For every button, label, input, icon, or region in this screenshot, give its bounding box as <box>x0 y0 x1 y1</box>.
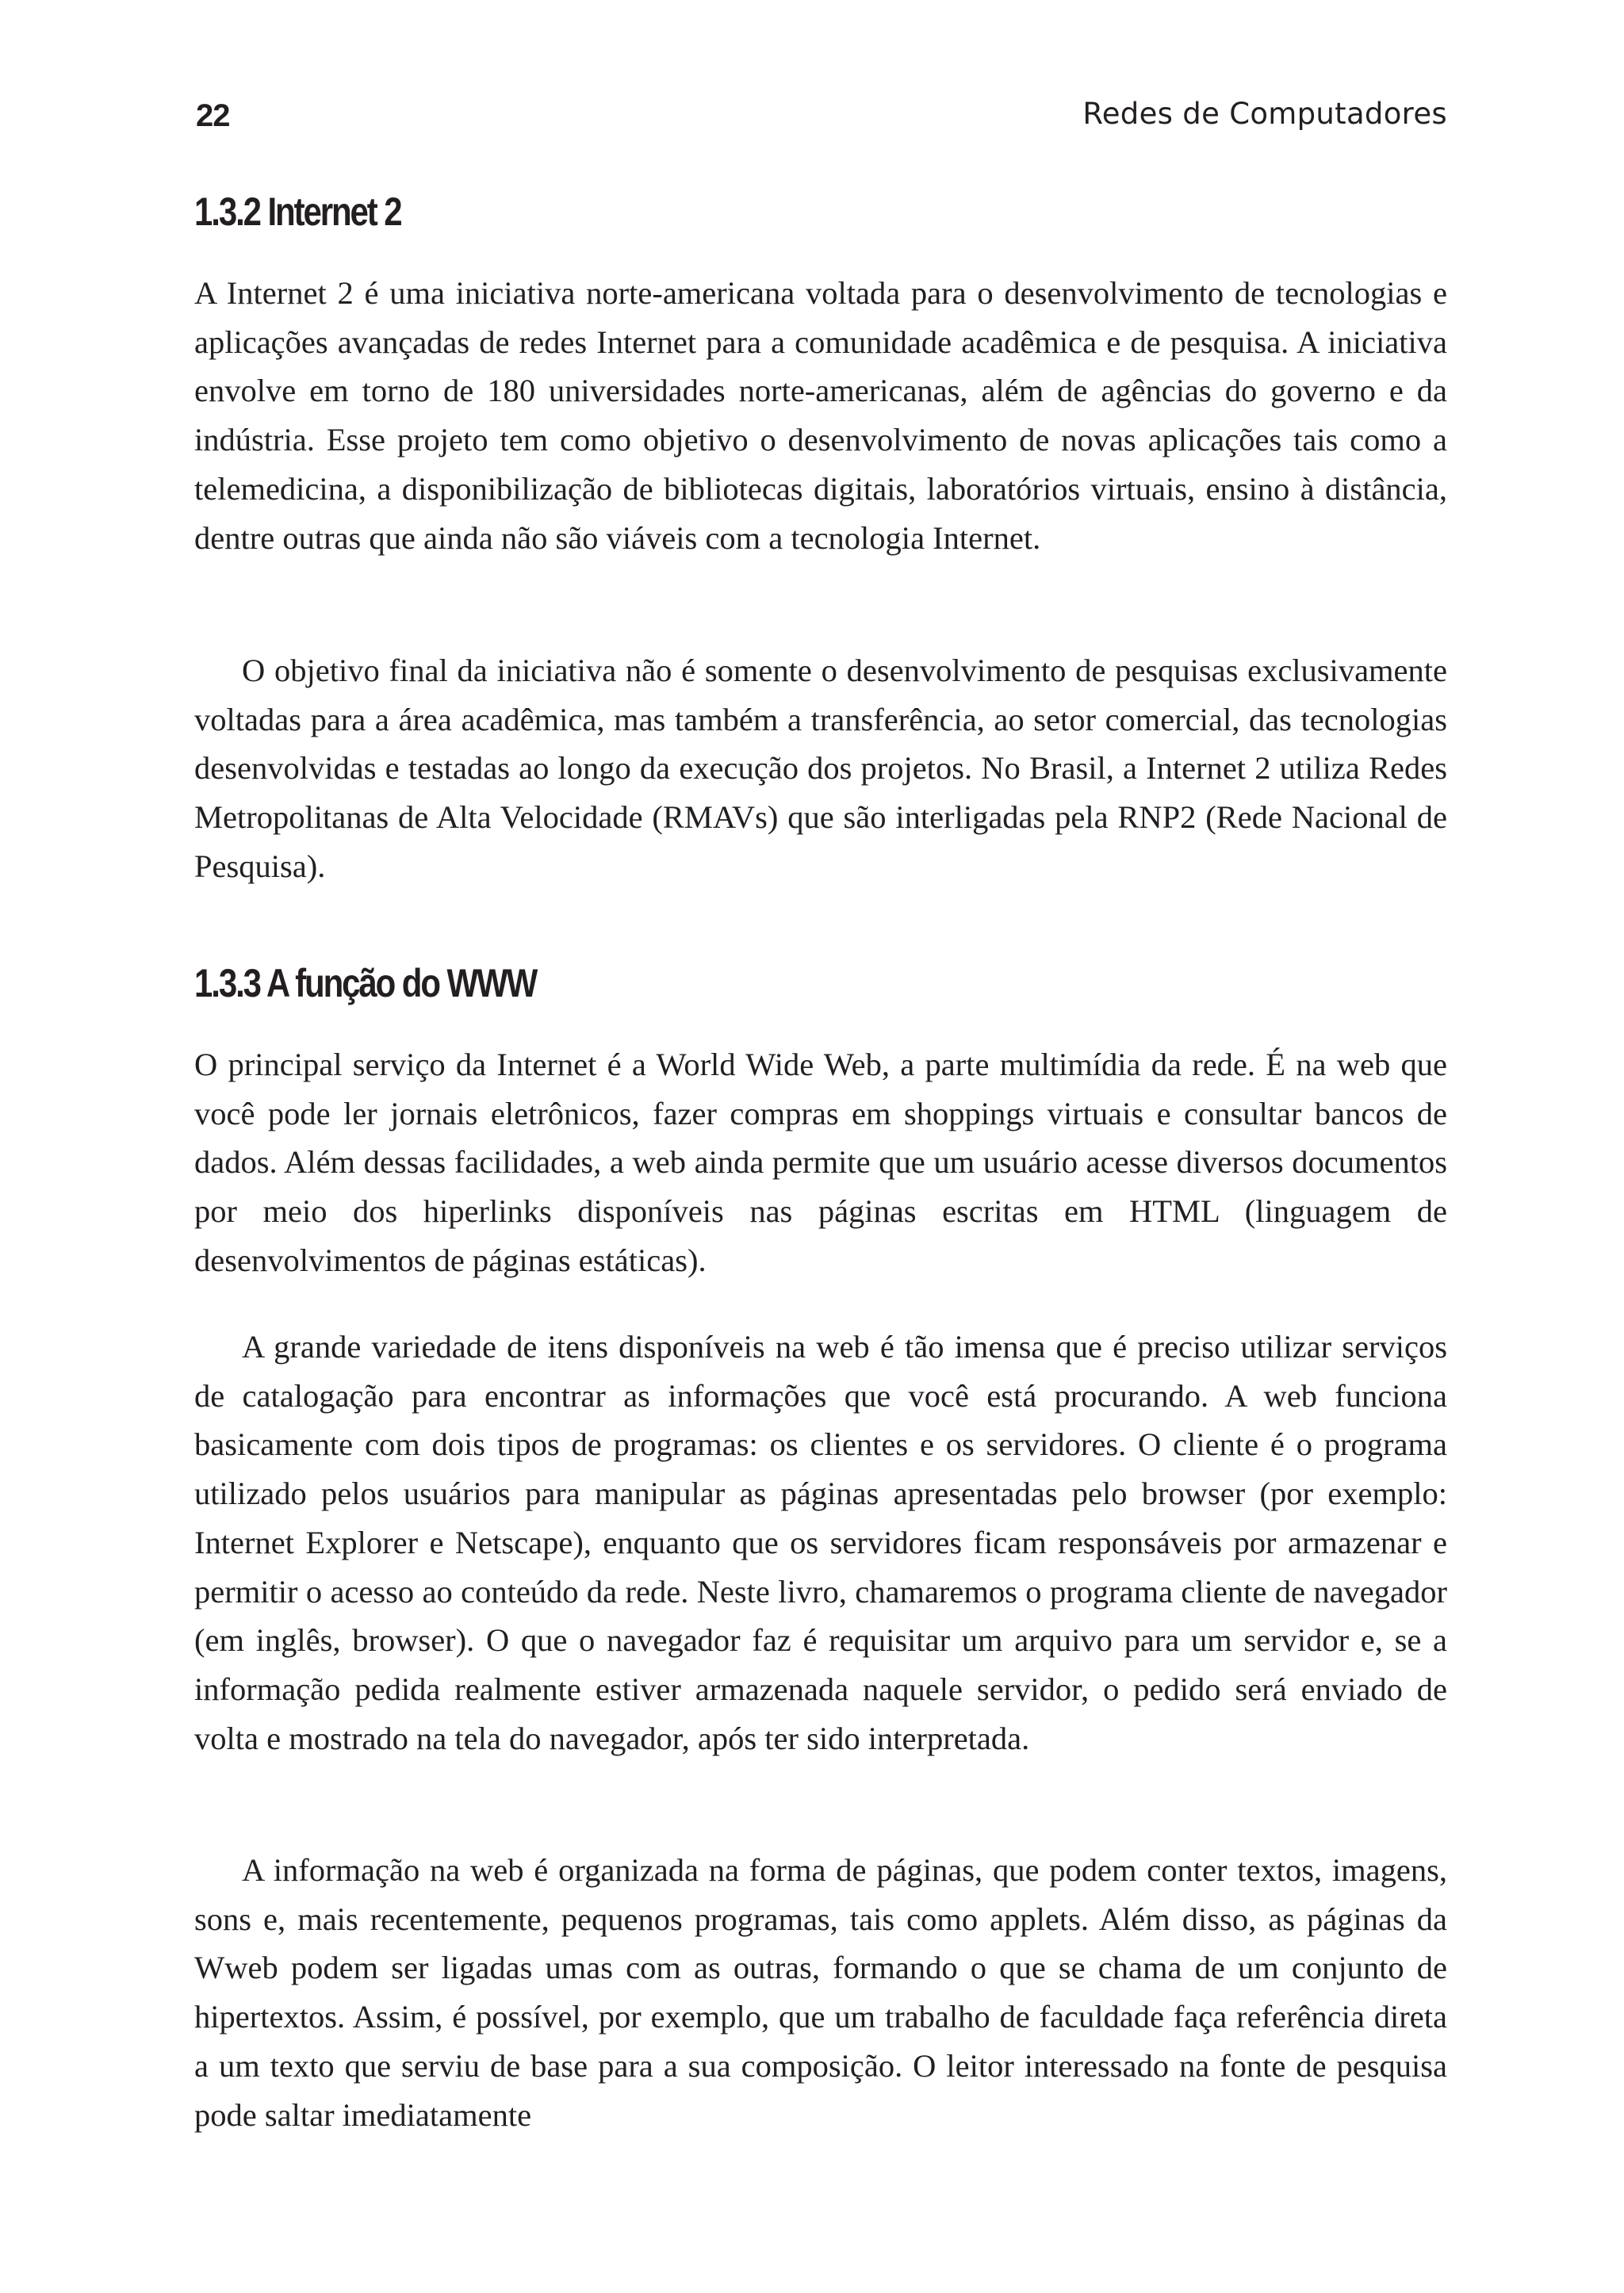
paragraph-www-clients-servers <box>194 1323 1447 1763</box>
paragraph-internet-2-objective <box>194 646 1447 891</box>
paragraph-text: A grande variedade de itens disponíveis na web é tão imensa que é preciso utilizar serviços de catalogação para encontrar as informações que você está procurando. A web funciona basicamente com dois tipos de programas: os clientes e os servidores. O cliente é o programa utilizado pelos usuários para manipular as páginas apresentadas pelo browser (por exemplo: Internet Explorer e Netscape), enquanto que os servidores ficam responsáveis por armazenar e permitir o acesso ao conteúdo da rede. Neste livro, chamaremos o programa cliente de navegador (em inglês, browser). O que o navegador faz é requisitar um arquivo para um servidor e, se a informação pedida realmente estiver armazenada naquele servidor, o pedido será enviado de volta e mostrado na tela do navegador, após ter sido interpretada. <box>194 1329 1447 1756</box>
paragraph-www-intro <box>194 1040 1447 1285</box>
paragraph-text: O objetivo final da iniciativa não é somente o desenvolvimento de pesquisas exclusivamente voltadas para a área acadêmica, mas também a transferência, ao setor comercial, das tecnologias desenvolvidas e testadas ao longo da execução dos projetos. No Brasil, a Internet 2 utiliza Redes Metropolitanas de Alta Velocidade (RMAVs) que são interligadas pela RNP2 (Rede Nacional de Pesquisa). <box>194 653 1447 884</box>
section-heading-www: 1.3.3 A função do WWW <box>194 961 537 1005</box>
section-heading-internet-2: 1.3.2 Internet 2 <box>194 189 401 234</box>
page-number: 22 <box>196 98 230 133</box>
paragraph-text: A Internet 2 é uma iniciativa norte-americana voltada para o desenvolvimento de tecnologias e aplicações avançadas de redes Internet para a comunidade acadêmica e de pesquisa. A iniciativa envolve em torno de 180 universidades norte-americanas, além de agências do governo e da indústria. Esse projeto tem como objetivo o desenvolvimento de novas aplicações tais como a telemedicina, a disponibilização de bibliotecas digitais, laboratórios virtuais, ensino à distância, dentre outras que ainda não são viáveis com a tecnologia Internet. <box>194 275 1447 556</box>
running-title: Redes de Computadores <box>1082 97 1447 131</box>
paragraph-internet-2-intro <box>194 269 1447 562</box>
paragraph-text: O principal serviço da Internet é a World Wide Web, a parte multimídia da rede. É na web que você pode ler jornais eletrônicos, fazer compras em shoppings virtuais e consultar bancos de dados. Além dessas facilidades, a web ainda permite que um usuário acesse diversos documentos por meio dos hiperlinks disponíveis nas páginas escritas em HTML (linguagem de desenvolvimentos de páginas estáticas). <box>194 1047 1447 1278</box>
running-header <box>194 94 1447 149</box>
paragraph-www-pages <box>194 1846 1447 2139</box>
paragraph-text: A informação na web é organizada na forma de páginas, que podem conter textos, imagens, sons e, mais recentemente, pequenos programas, tais como applets. Além disso, as páginas da Wweb podem ser ligadas umas com as outras, formando o que se chama de um conjunto de hipertextos. Assim, é possível, por exemplo, que um trabalho de faculdade faça referência direta a um texto que serviu de base para a sua composição. O leitor interessado na fonte de pesquisa pode saltar imediatamente <box>194 1852 1447 2133</box>
